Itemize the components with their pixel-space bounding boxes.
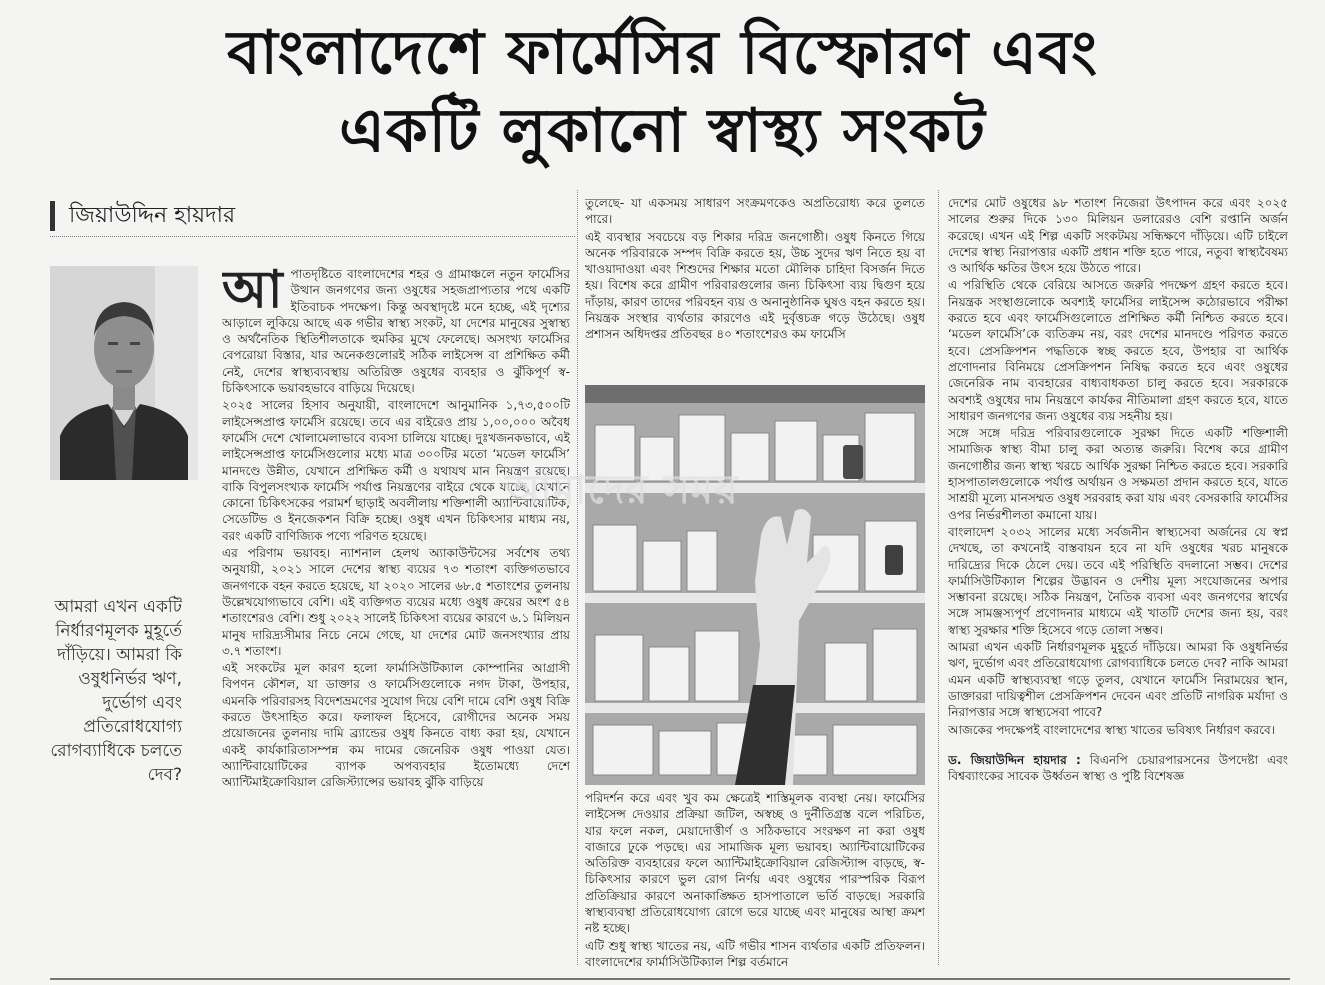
paragraph: এর পরিণাম ভয়াবহ। ন্যাশনাল হেলথ অ্যাকাউন্টসের সর্বশেষ তথ্য অনুযায়ী, ২০২১ সালে দেশের স্বাস্থ্য ব্যয়ের ৭৩ শতাংশ ব্যক্তিগতভাবে জনগণকে বহন করতে হয়েছে, যা ২০২০ সালের ৬৮.৫ শতাংশের তুলনায় উল্লেখযোগ্যভাবে বেশি। এই ব্যক্তিগত ব্যয়ের মধ্যে ওষুধ ক্রয়ের অংশ ৫৪ শতাংশেরও বেশি। শুধু ২০২২ সালেই চিকিৎসা ব্যয়ের কারণে ৬.১ মিলিয়ন মানুষ দারিদ্র্যসীমার নিচে নেমে গেছে, যা দেশের মোট জনসংখ্যার প্রায় ৩.৭ শতাংশ। [222,546,570,658]
paragraph: বাংলাদেশ ২০৩২ সালের মধ্যে সর্বজনীন স্বাস্থ্যসেবা অর্জনের যে স্বপ্ন দেখছে, তা কখনোই বাস্তবায়ন হবে না যদি ওষুধের খরচ মানুষকে দারিদ্র্যের দিকে ঠেলে দেয়। তবে এই পরিস্থিতি বদলানো সম্ভব। দেশের ফার্মাসিউটিক্যাল শিল্পের উদ্ভাবন ও দেশীয় মূল্য সংযোজনের অপার সম্ভাবনা রয়েছে। সঠিক নিয়ন্ত্রণ, নৈতিক ব্যবসা এবং জনগণের স্বার্থের সঙ্গে সামঞ্জস্যপূর্ণ প্রণোদনার মাধ্যমে এই খাতটি দেশের জন্য হয়, বরং স্বাস্থ্য সুরক্ষার শক্তি হিসেবে গড়ে তোলা সম্ভব। [948,524,1288,637]
watermark-logo: আমাদের সময় [505,467,739,513]
paragraph: পরিদর্শন করে এবং খুব কম ক্ষেত্রেই শাস্তিমূলক ব্যবস্থা নেয়। ফার্মেসির লাইসেন্স দেওয়ার প্রক্রিয়া জটিল, অস্বচ্ছ ও দুর্নীতিগ্রস্ত বলে পরিচিত, যার ফলে নকল, মেয়াদোত্তীর্ণ ও সঠিকভাবে সংরক্ষণ না করা ওষুধ বাজারে ঢুকে পড়ছে। এর সামাজিক মূল্য ভয়াবহ। অ্যান্টিবায়োটিকের অতিরিক্ত ব্যবহারের ফলে অ্যান্টিমাইক্রোবিয়াল রেজিস্ট্যান্স বাড়ছে, স্ব-চিকিৎসার কারণে ভুল রোগ নির্ণয় এবং ওষুধের পারস্পরিক বিরূপ প্রতিক্রিয়ার কারণে অনাকাঙ্ক্ষিত হাসপাতালে ভর্তি বাড়ছে। সরকারি স্বাস্থ্যব্যবস্থা প্রতিরোধযোগ্য রোগে ভরে যাচ্ছে এবং মানুষের আস্থা ক্রমশ নষ্ট হচ্ছে। [585,791,925,936]
paragraph: এই সংকটের মূল কারণ হলো ফার্মাসিউটিক্যাল কোম্পানির আগ্রাসী বিপণন কৌশল, যা ডাক্তার ও ফার্মেসিগুলোকে নগদ টাকা, উপহার, এমনকি পরিবারসহ বিদেশভ্রমণের সুযোগ দিয়ে বেশি দামে বেশি ওষুধ বিক্রি করতে উৎসাহিত করে। ফলাফল হিসেবে, রোগীদের অনেক সময় প্রয়োজনের তুলনায় দামি ব্র্যান্ডের ওষুধ কিনতে বাধ্য করা হয়, যেখানে একই কার্যকারিতাসম্পন্ন কম দামের জেনেরিক ওষুধ পাওয়া যেত। অ্যান্টিবায়োটিকের ব্যাপক অপব্যবহার ইতোমধ্যে দেশে অ্যান্টিমাইক্রোবিয়াল রেজিস্ট্যান্সের ভয়াবহ ঝুঁকি বাড়িয়ে [222,661,570,790]
pharmacy-shelf-image [585,385,925,785]
paragraph [222,266,570,396]
author-photo [50,266,198,480]
paragraph: এ পরিস্থিতি থেকে বেরিয়ে আসতে জরুরি পদক্ষেপ গ্রহণ করতে হবে। নিয়ন্ত্রক সংস্থাগুলোকে অবশ্যই ফার্মেসির লাইসেন্স কঠোরভাবে পরীক্ষা করতে হবে এবং ফার্মেসিগুলোতে প্রশিক্ষিত কর্মী নিশ্চিত করতে হবে। ‘মডেল ফার্মেসি’কে ব্যতিক্রম নয়, বরং দেশের মানদণ্ডে পরিণত করতে হবে। প্রেসক্রিপশন পদ্ধতিকে স্বচ্ছ করতে হবে, উপহার বা আর্থিক প্রণোদনার বিনিময়ে প্রেসক্রিপশন নিষিদ্ধ করতে হবে এবং ওষুধের জেনেরিক নাম ব্যবহারের বাধ্যবাধকতা চালু করতে হবে। সরকারকে অবশ্যই ওষুধের দাম নিয়ন্ত্রণে কার্যকর নীতিমালা গ্রহণ করতে হবে, যাতে সাধারণ জনগণের জন্য ওষুধের ব্যয় সহনীয় হয়। [948,278,1288,423]
paragraph: এই ব্যবস্থার সবচেয়ে বড় শিকার দরিদ্র জনগোষ্ঠী। ওষুধ কিনতে গিয়ে অনেক পরিবারকে সম্পদ বিক্রি করতে হয়, উচ্চ সুদের ঋণ নিতে হয় বা খাওয়াদাওয়া এবং শিশুদের শিক্ষার মতো মৌলিক চাহিদা বিসর্জন দিতে হয়। বিশেষ করে গ্রামীণ পরিবারগুলোর জন্য চিকিৎসা ব্যয় দ্বিগুণ হয়ে দাঁড়ায়, কারণ তাদের পরিবহন ব্যয় ও অনানুষ্ঠানিক ঘুষও বহন করতে হয়। নিয়ন্ত্রক সংস্থার ব্যর্থতার কারণেও এই দুর্বৃত্তচক্র গড়ে উঠেছে। ওষুধ প্রশাসন অধিদপ্তর প্রতিবছর ৪০ শতাংশেরও কম ফার্মেসি [585,229,925,342]
pull-quote: আমরা এখন একটি নির্ধারণমূলক মুহূর্তে দাঁড়িয়ে। আমরা কি ওষুধনির্ভর ঋণ, দুর্ভোগ এবং প্রতিরোধযোগ্য রোগব্যাধিকে চলতে দেব? [50,597,182,785]
article-column-2-top [585,195,925,383]
column-divider [577,190,578,965]
byline-divider [50,236,575,237]
column-divider [938,190,939,965]
pharmacy-shelf-photo [585,385,925,785]
article-column-2-bottom [585,790,925,980]
paragraph: ২০২৫ সালের হিসাব অনুযায়ী, বাংলাদেশে আনুমানিক ১,৭৩,৫০০টি লাইসেন্সপ্রাপ্ত ফার্মেসি রয়েছে। তবে এর বাইরেও প্রায় ১,০০,০০০ অবৈধ ফার্মেসি দেশে খোলামেলাভাবে ব্যবসা চালিয়ে যাচ্ছে। দুঃখজনকভাবে, এই লাইসেন্সপ্রাপ্ত ফার্মেসিগুলোর মধ্যে মাত্র ৩০০টির মতো ‘মডেল ফার্মেসি’ মানদণ্ডে উন্নীত, যেখানে প্রশিক্ষিত কর্মী ও যথাযথ মান নিয়ন্ত্রণ রয়েছে। বাকি বিপুলসংখ্যক ফার্মেসি পর্যাপ্ত নিয়ন্ত্রণের বাইরে থেকে যাচ্ছে, যেখানে কোনো চিকিৎসকের পরামর্শ ছাড়াই অবলীলায় শক্তিশালী অ্যান্টিবায়োটিক, সেডেটিভ ও ইনজেকশন বিক্রি হচ্ছে। ওষুধ এখন চিকিৎসার মাধ্যম নয়, বরং একটি বাণিজ্যিক পণ্যে পরিণত হয়েছে। [222,398,570,543]
paragraph: সঙ্গে সঙ্গে দরিদ্র পরিবারগুলোকে সুরক্ষা দিতে একটি শক্তিশালী সামাজিক স্বাস্থ্য বীমা চালু করা অত্যন্ত জরুরি। বিশেষ করে গ্রামীণ জনগোষ্ঠীর জন্য স্বাস্থ্য খরচে আর্থিক সুরক্ষা নিশ্চিত করতে হবে। সরকারি হাসপাতালগুলোকে পর্যাপ্ত অর্থায়ন ও সক্ষমতা প্রদান করতে হবে, যাতে সাশ্রয়ী মূল্যে মানসম্মত ওষুধ সরবরাহ করা যায় এবং বেসরকারি ফার্মেসির ওপর নির্ভরশীলতা কমানো যায়। [948,426,1288,522]
paragraph: দেশের মোট ওষুধের ৯৮ শতাংশ নিজেরা উৎপাদন করে এবং ২০২৫ সালের শুরুর দিকে ১৩০ মিলিয়ন ডলারেরও বেশি রপ্তানি অর্জন করেছে। এখন এই শিল্প একটি সংকটময় সন্ধিক্ষণে দাঁড়িয়ে। এটি চাইলে দেশের স্বাস্থ্য নিরাপত্তার একটি প্রধান শক্তি হতে পারে, নতুবা স্বাস্থ্যবৈষম্য ও আর্থিক ক্ষতির উৎস হয়ে উঠতে পারে। [948,196,1288,276]
paragraph: আজকের পদক্ষেপই বাংলাদেশের স্বাস্থ্য খাতের ভবিষ্যৎ নির্ধারণ করবে। [948,722,1276,737]
paragraph: আমরা এখন একটি নির্ধারণমূলক মুহূর্তে দাঁড়িয়ে। আমরা কি ওষুধনির্ভর ঋণ, দুর্ভোগ এবং প্রতিরোধযোগ্য রোগব্যাধিকে চলতে দেব? নাকি আমরা এমন একটি স্বাস্থ্যব্যবস্থা গড়ে তুলব, যেখানে ফার্মেসি নিরাময়ের স্থান, ডাক্তাররা দায়িত্বশীল প্রেসক্রিপশন দেবেন এবং প্রতিটি নাগরিক মর্যাদা ও নিরাপত্তার সঙ্গে স্বাস্থ্যসেবা পাবে? [948,640,1288,720]
headline-line-1: বাংলাদেশে ফার্মেসির বিস্ফোরণ এবং [227,18,1098,88]
paragraph: তুলেছে- যা একসময় সাধারণ সংক্রমণকেও অপ্রতিরোধ্য করে তুলতে পারে। [585,196,925,227]
drop-cap: আ [222,266,283,320]
headline [0,14,1325,170]
byline: জিয়াউদ্দিন হায়দার [50,201,280,231]
author-portrait-image [50,266,198,480]
bottom-divider [50,978,1290,980]
author-note-name: ড. জিয়াউদ্দিন হায়দার : [948,752,1081,767]
author-note [948,752,1288,785]
paragraph-text: পাতদৃষ্টিতে বাংলাদেশের শহর ও গ্রামাঞ্চলে নতুন ফার্মেসির উত্থান জনগণের জন্য ওষুধের সহজপ্রাপ্যতার পথে একটি ইতিবাচক পদক্ষেপ। কিন্তু অবস্থাদৃষ্টে মনে হচ্ছে, এই দৃশ্যের আড়ালে লুকিয়ে আছে এক গভীর স্বাস্থ্য সংকট, যা দেশের মানুষের সুস্বাস্থ্য ও অর্থনৈতিক স্থিতিশীলতাকে হুমকির মুখে ফেলেছে। অসংখ্য ফার্মেসির বেপরোয়া বিস্তার, যার অনেকগুলোরই সঠিক লাইসেন্স বা প্রশিক্ষিত কর্মী নেই, দেশের স্বাস্থ্যব্যবস্থায় অতিরিক্ত ওষুধের ব্যবহার ও ঝুঁকিপূর্ণ স্ব-চিকিৎসাকে ভয়াবহভাবে বাড়িয়ে দিয়েছে। [222,267,570,396]
paragraph: এটি শুধু স্বাস্থ্য খাতের নয়, এটি গভীর শাসন ব্যর্থতার একটি প্রতিফলন। বাংলাদেশের ফার্মাসিউটিক্যাল শিল্প বর্তমানে [585,938,925,969]
article-column-3 [948,195,1288,970]
author-note-desc: বিএনপি চেয়ারপারসনের উপদেষ্টা এবং বিশ্বব্যাংকের সাবেক উর্ধ্বতন স্বাস্থ্য ও পুষ্টি বিশেষজ্ঞ [948,752,1288,784]
article-column-1 [222,266,570,976]
headline-line-2: একটি লুকানো স্বাস্থ্য সংকট [339,96,986,166]
